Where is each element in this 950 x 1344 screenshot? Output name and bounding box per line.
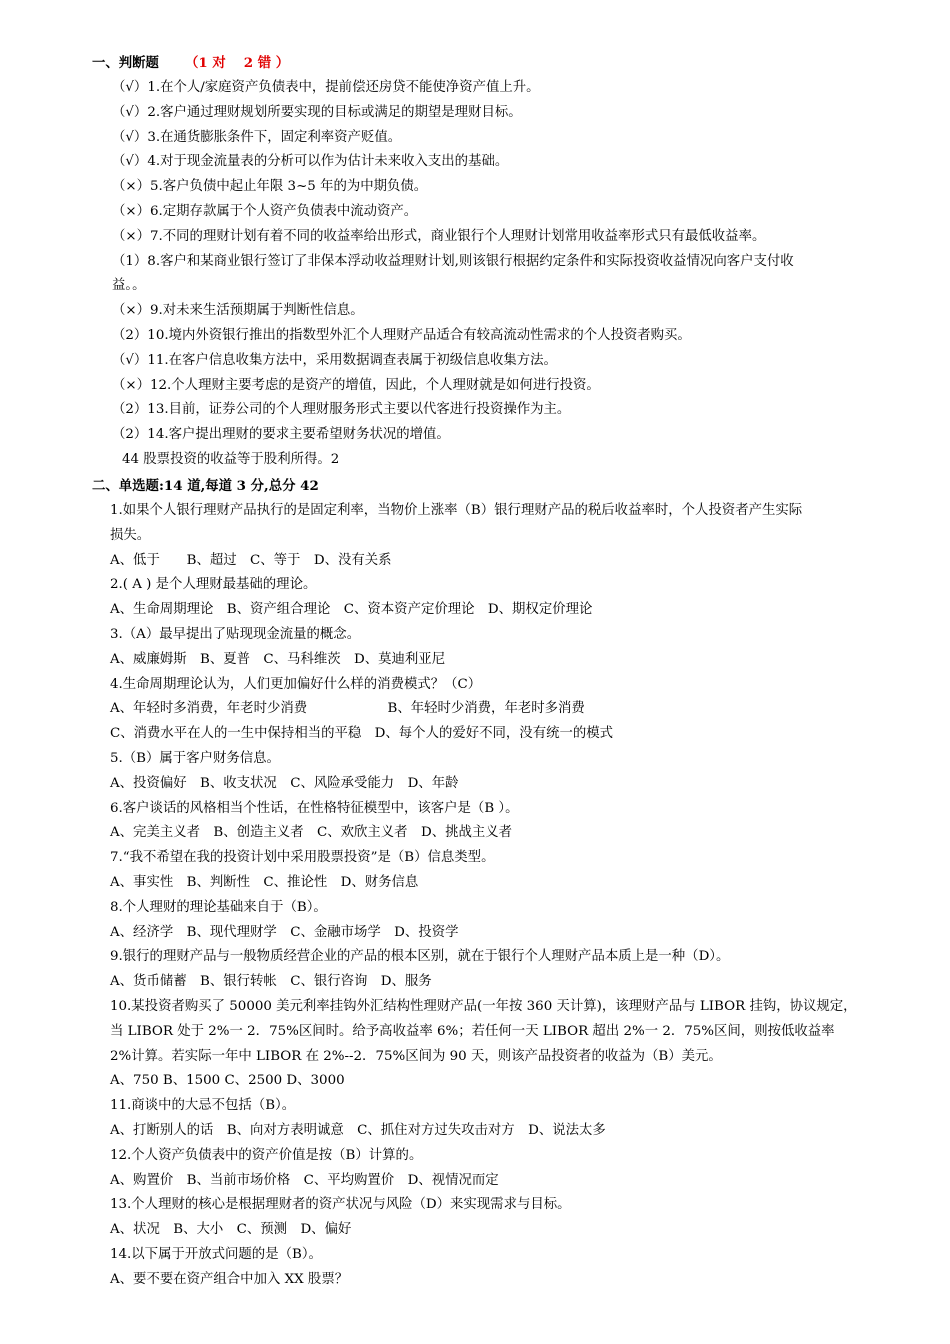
- question-line: （×）6.定期存款属于个人资产负债表中流动资产。: [112, 204, 418, 219]
- question-line: 4.生命周期理论认为，人们更加偏好什么样的消费模式？（C）: [110, 676, 482, 692]
- question-line: A、经济学 B、现代理财学 C、金融市场学 D、投资学: [110, 924, 459, 940]
- question-line: A、年轻时多消费，年老时少消费 B、年轻时少消费，年老时多消费: [110, 701, 585, 717]
- question-line: 9.银行的理财产品与一般物质经营企业的产品的根本区别，就在于银行个人理财产品本质上是一种（D）。: [110, 949, 730, 965]
- question-line: 当 LIBOR 处于 2%一 2．75%区间时。给予高收益率 6%；若任何一天 LIBOR 超出 2%一 2．75%区间，则按低收益率: [110, 1023, 835, 1039]
- question-line: A、完美主义者 B、创造主义者 C、欢欣主义者 D、挑战主义者: [110, 825, 513, 841]
- question-line: A、打断别人的话 B、向对方表明诚意 C、抓住对方过失攻击对方 D、说法太多: [110, 1123, 606, 1138]
- question-line: 13.个人理财的核心是根据理财者的资产状况与风险（D）来实现需求与目标。: [110, 1197, 571, 1213]
- question-line: 8.个人理财的理论基础来自于（B）。: [110, 899, 327, 915]
- question-line: 2.( A ) 是个人理财最基础的理论。: [110, 577, 317, 593]
- question-line: 7.“我不希望在我的投资计划中采用股票投资”是（B）信息类型。: [110, 850, 495, 866]
- question-line: A、低于 B、超过 C、等于 D、没有关系: [110, 552, 392, 568]
- question-line: 10.某投资者购买了 50000 美元利率挂钩外汇结构性理财产品(一年按 360 天计算)，该理财产品与 LIBOR 挂钩，协议规定，: [110, 999, 857, 1014]
- section1-heading: [92, 54, 289, 72]
- question-line: （×）9.对未来生活预期属于判断性信息。: [112, 303, 364, 319]
- question-line: A、事实性 B、判断性 C、推论性 D、财务信息: [110, 875, 419, 890]
- question-line: 损失。: [110, 527, 151, 543]
- question-line: A、状况 B、大小 C、预测 D、偏好: [110, 1222, 352, 1238]
- question-line: A、威廉姆斯 B、夏普 C、马科维茨 D、莫迪利亚尼: [110, 651, 446, 667]
- question-line: 11.商谈中的大忌不包括（B）。: [110, 1098, 296, 1114]
- question-line: （×）7.不同的理财计划有着不同的收益率给出形式，商业银行个人理财计划常用收益率形式只有最低收益率。: [112, 228, 766, 244]
- question-line: A、要不要在资产组合中加入 XX 股票？: [110, 1271, 349, 1287]
- question-line: （√）11.在客户信息收集方法中，采用数据调查表属于初级信息收集方法。: [112, 352, 557, 368]
- question-line: （×）12.个人理财主要考虑的是资产的增值，因此，个人理财就是如何进行投资。: [112, 377, 600, 393]
- question-line: C、消费水平在人的一生中保持相当的平稳 D、每个人的爱好不同，没有统一的模式: [110, 726, 614, 742]
- question-line: A、投资偏好 B、收支状况 C、风险承受能力 D、年龄: [110, 775, 459, 791]
- question-line: 1.如果个人银行理财产品执行的是固定利率，当物价上涨率（B）银行理财产品的税后收益率时，个人投资者产生实际: [110, 503, 803, 518]
- question-line: （√）1.在个人/家庭资产负债表中，提前偿还房贷不能使净资产值上升。: [112, 80, 540, 95]
- question-line: （2）10.境内外资银行推出的指数型外汇个人理财产品适合有较高流动性需求的个人投资者购买。: [112, 328, 691, 343]
- question-line: （√）3.在通货膨胀条件下，固定利率资产贬值。: [112, 129, 402, 145]
- question-line: 6.客户谈话的风格相当个性话，在性格特征模型中，该客户是（B ）。: [110, 800, 519, 816]
- question-line: A、750 B、1500 C、2500 D、3000: [110, 1073, 345, 1089]
- question-line: （√）4.对于现金流量表的分析可以作为估计未来收入支出的基础。: [112, 154, 509, 170]
- question-line: （2）14.客户提出理财的要求主要希望财务状况的增值。: [112, 427, 450, 443]
- question-line: 2%计算。若实际一年中 LIBOR 在 2%--2．75%区间为 90 天，则该产品投资者的收益为（B）美元。: [110, 1048, 722, 1064]
- question-line: A、货币储蓄 B、银行转帐 C、银行咨询 D、服务: [110, 974, 432, 990]
- question-line: A、购置价 B、当前市场价格 C、平均购置价 D、视情况而定: [110, 1172, 499, 1188]
- question-line: 14.以下属于开放式问题的是（B）。: [110, 1247, 322, 1262]
- question-line: 5.（B）属于客户财务信息。: [110, 751, 280, 766]
- question-line: （1）8.客户和某商业银行签订了非保本浮动收益理财计划,则该银行根据约定条件和实际投资收益情况向客户支付收: [112, 253, 794, 269]
- section1-answer-key: （1 对 2 错 ）: [184, 55, 290, 71]
- question-line: 益。。: [112, 278, 146, 294]
- question-line: （×）5.客户负债中起止年限 3~5 年的为中期负债。: [112, 179, 428, 195]
- question-line: （√）2.客户通过理财规划所要实现的目标或满足的期望是理财目标。: [112, 104, 522, 120]
- section2-heading: 二、单选题:14 道,每道 3 分,总分 42: [92, 478, 319, 494]
- question-line: 3.（A）最早提出了贴现现金流量的概念。: [110, 627, 361, 642]
- question-line: 12.个人资产负债表中的资产价值是按（B）计算的。: [110, 1147, 423, 1163]
- question-line: A、生命周期理论 B、资产组合理论 C、资本资产定价理论 D、期权定价理论: [110, 602, 593, 618]
- question-line: （2）13.目前，证券公司的个人理财服务形式主要以代客进行投资操作为主。: [112, 402, 571, 418]
- question-line: 44 股票投资的收益等于股利所得。2: [122, 452, 340, 467]
- section1-title: 一、判断题: [92, 55, 159, 71]
